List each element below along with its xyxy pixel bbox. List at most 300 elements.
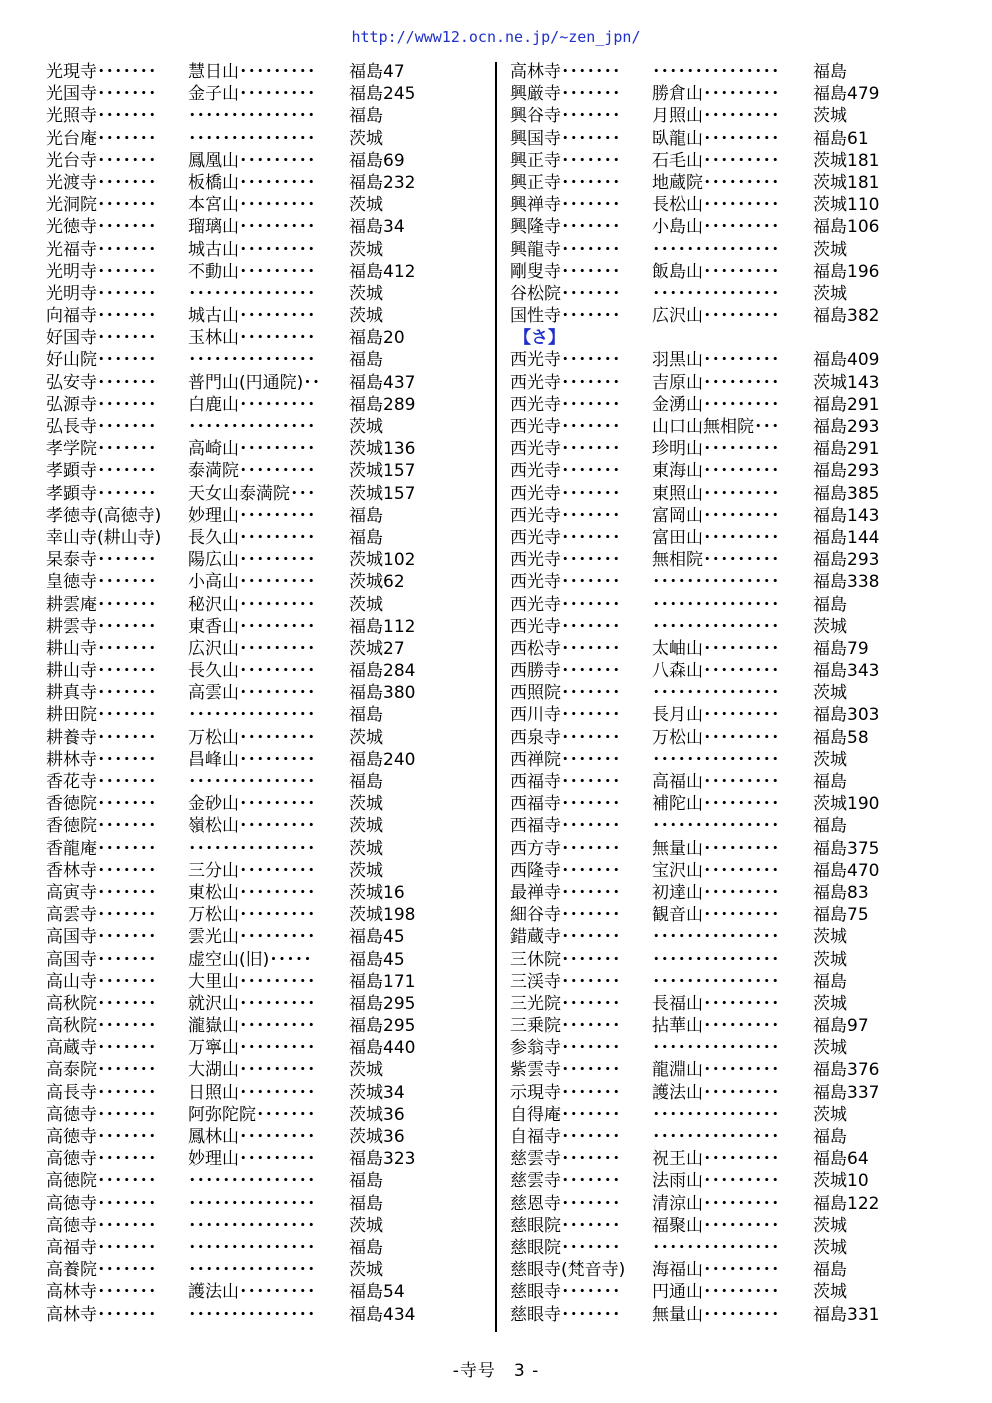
table-row [46, 394, 486, 416]
table-row [510, 483, 970, 505]
temple-name: 高長寺･･･････ [46, 1082, 157, 1103]
location-code: 茨城 [349, 195, 383, 216]
table-row [46, 194, 486, 216]
temple-name: 高秋院･･･････ [46, 993, 157, 1014]
location-code: 茨城 [813, 1282, 847, 1303]
table-row [46, 1193, 486, 1215]
table-row [510, 283, 970, 305]
table-row [46, 438, 486, 460]
mountain-name: 月照山･････････ [652, 106, 780, 127]
mountain-name: 大里山･････････ [188, 971, 316, 992]
temple-name: 西福寺･･･････ [510, 816, 621, 837]
table-row [510, 771, 970, 793]
table-row [510, 527, 970, 549]
mountain-name: 金子山･････････ [188, 84, 316, 105]
mountain-name: 天女山泰満院･･･ [188, 483, 316, 504]
mountain-name: 高雲山･････････ [188, 683, 316, 704]
temple-name: 示現寺･･･････ [510, 1082, 621, 1103]
temple-name: 高国寺･･･････ [46, 927, 157, 948]
location-code: 福島331 [813, 1304, 880, 1325]
location-code: 福島47 [349, 62, 405, 82]
location-code: 茨城36 [349, 1127, 405, 1147]
mountain-name: 白鹿山･････････ [188, 394, 316, 415]
temple-name: 耕林寺･･･････ [46, 749, 157, 770]
mountain-name: 円通山･････････ [652, 1282, 780, 1303]
location-code: 茨城10 [813, 1171, 869, 1192]
table-row [46, 349, 486, 371]
table-row [46, 1304, 486, 1326]
table-row [510, 971, 970, 993]
temple-name: 高林寺･･･････ [46, 1282, 157, 1303]
location-code: 茨城 [813, 683, 847, 704]
location-code: 福島 [349, 1193, 383, 1214]
temple-name: 孝顕寺･･･････ [46, 483, 157, 504]
mountain-name: 海福山･････････ [652, 1260, 780, 1281]
table-row [510, 1215, 970, 1237]
mountain-name: 山口山無相院･･･ [652, 417, 780, 437]
temple-name: 耕雲庵･･･････ [46, 594, 157, 615]
location-code: 茨城 [813, 239, 847, 260]
table-row [510, 61, 970, 83]
temple-name: 慈眼院･･･････ [510, 1215, 621, 1236]
table-row [46, 105, 486, 127]
temple-name: 香徳院･･･････ [46, 816, 157, 837]
temple-name: 弘安寺･･･････ [46, 372, 157, 393]
temple-name: 光福寺･･･････ [46, 239, 157, 260]
temple-name: 西光寺･･･････ [510, 550, 621, 571]
location-code: 福島 [349, 705, 383, 726]
table-row [46, 1237, 486, 1259]
location-code: 茨城 [349, 239, 383, 260]
mountain-name: ･･･････････････ [652, 283, 780, 304]
temple-name: 香徳院･･･････ [46, 794, 157, 815]
temple-name: 西光寺･･･････ [510, 616, 621, 637]
table-row [46, 904, 486, 926]
location-code: 福島409 [813, 350, 880, 371]
table-row [46, 838, 486, 860]
location-code: 茨城 [349, 860, 383, 881]
mountain-name: ･･･････････････ [652, 594, 780, 615]
location-code: 茨城 [349, 306, 383, 327]
location-code: 福島380 [349, 683, 416, 704]
table-row [510, 1148, 970, 1170]
section-heading: 【さ】 [514, 328, 565, 349]
mountain-name: 祝王山･････････ [652, 1149, 780, 1170]
table-row [46, 283, 486, 305]
location-code: 茨城 [813, 283, 847, 304]
location-code: 福島343 [813, 661, 880, 682]
temple-name: 高徳寺･･･････ [46, 1104, 157, 1125]
location-code: 福島 [349, 772, 383, 792]
location-code: 福島385 [813, 483, 880, 504]
location-code: 福島45 [349, 927, 405, 948]
mountain-name: 東照山･････････ [652, 483, 780, 504]
table-row [510, 394, 970, 416]
location-code: 福島479 [813, 84, 880, 105]
mountain-name: 高崎山･････････ [188, 439, 316, 460]
table-row [510, 682, 970, 704]
mountain-name: 初達山･････････ [652, 882, 780, 903]
temple-name: 香龍庵･･･････ [46, 838, 157, 859]
location-code: 福島412 [349, 261, 416, 282]
mountain-name: 瀧嶽山･････････ [188, 1016, 316, 1037]
location-code: 福島196 [813, 261, 880, 282]
location-code: 茨城143 [813, 372, 880, 393]
table-row [46, 727, 486, 749]
table-row [510, 571, 970, 593]
table-row [510, 1037, 970, 1059]
mountain-name: 吉原山･････････ [652, 372, 780, 393]
column-divider [495, 62, 497, 1332]
table-row [510, 638, 970, 660]
temple-name: 孝徳寺(高徳寺) [46, 505, 162, 526]
location-code: 茨城 [349, 1215, 383, 1236]
mountain-name: 富田山･････････ [652, 527, 780, 548]
table-row [46, 172, 486, 194]
temple-name: 国性寺･･･････ [510, 306, 621, 327]
location-code: 茨城181 [813, 172, 880, 193]
mountain-name: 普門山(円通院)･･ [188, 372, 321, 393]
table-row [510, 1304, 970, 1326]
mountain-name: 万寧山･････････ [188, 1038, 316, 1059]
location-code: 茨城 [349, 816, 383, 837]
mountain-name: 富岡山･････････ [652, 505, 780, 526]
table-row [46, 505, 486, 527]
location-code: 茨城157 [349, 461, 416, 482]
table-row [46, 372, 486, 394]
location-code: 茨城 [349, 417, 383, 437]
table-row [510, 882, 970, 904]
mountain-name: 勝倉山･････････ [652, 84, 780, 105]
location-code: 福島337 [813, 1082, 880, 1103]
mountain-name: 龍淵山･････････ [652, 1060, 780, 1081]
location-code: 福島437 [349, 372, 416, 393]
location-code: 福島375 [813, 838, 880, 859]
location-code: 福島64 [813, 1149, 869, 1170]
mountain-name: 鳳林山･････････ [188, 1127, 316, 1147]
mountain-name: 八森山･････････ [652, 661, 780, 682]
mountain-name: 長月山･････････ [652, 705, 780, 726]
temple-name: 高徳寺･･･････ [46, 1215, 157, 1236]
table-row [46, 638, 486, 660]
mountain-name: ･･･････････････ [652, 239, 780, 260]
temple-name: 自得庵･･･････ [510, 1104, 621, 1125]
temple-name: 高福寺･･･････ [46, 1237, 157, 1258]
table-row [46, 1259, 486, 1281]
location-code: 福島58 [813, 727, 869, 748]
temple-name: 三乗院･･･････ [510, 1016, 621, 1037]
mountain-name: 東海山･････････ [652, 461, 780, 482]
mountain-name: 長久山･････････ [188, 661, 316, 682]
location-code: 福島 [813, 1127, 847, 1147]
mountain-name: 拈華山･････････ [652, 1016, 780, 1037]
mountain-name: ･･･････････････ [652, 683, 780, 704]
table-row [46, 527, 486, 549]
table-row [510, 1237, 970, 1259]
temple-name: 高徳寺･･･････ [46, 1193, 157, 1214]
table-row [46, 815, 486, 837]
mountain-name: 護法山･････････ [188, 1282, 316, 1303]
table-row [46, 327, 486, 349]
table-row [510, 150, 970, 172]
mountain-name: 観音山･････････ [652, 905, 780, 926]
temple-name: 好国寺･･･････ [46, 328, 157, 349]
table-row [510, 1259, 970, 1281]
location-code: 福島 [349, 350, 383, 371]
mountain-name: 地蔵院･････････ [652, 172, 780, 193]
temple-name: 慈眼寺(梵音寺) [510, 1260, 626, 1281]
table-row [510, 749, 970, 771]
mountain-name: ･･･････････････ [188, 1237, 316, 1258]
mountain-name: 城古山･････････ [188, 306, 316, 327]
temple-name: 西照院･･･････ [510, 683, 621, 704]
table-row [510, 660, 970, 682]
temple-name: 西方寺･･･････ [510, 838, 621, 859]
location-code: 福島289 [349, 394, 416, 415]
mountain-name: 三分山･････････ [188, 860, 316, 881]
mountain-name: 金砂山･････････ [188, 794, 316, 815]
table-row [46, 460, 486, 482]
location-code: 福島382 [813, 306, 880, 327]
temple-name: 西勝寺･･･････ [510, 661, 621, 682]
mountain-name: 秘沢山･････････ [188, 594, 316, 615]
location-code: 福島293 [813, 461, 880, 482]
location-code: 福島45 [349, 949, 405, 970]
mountain-name: ･･･････････････ [652, 1127, 780, 1147]
temple-name: 興国寺･･･････ [510, 128, 621, 149]
location-code: 福島291 [813, 394, 880, 415]
table-row [510, 1082, 970, 1104]
location-code: 福島284 [349, 661, 416, 682]
source-url[interactable]: http://www12.ocn.ne.jp/~zen_jpn/ [351, 28, 641, 46]
table-row [510, 815, 970, 837]
table-row [46, 83, 486, 105]
temple-name: 慈眼寺･･･････ [510, 1304, 621, 1325]
temple-name: 光現寺･･･････ [46, 62, 157, 82]
mountain-name: 福聚山･････････ [652, 1215, 780, 1236]
left-column [46, 61, 486, 1326]
location-code: 茨城 [349, 1260, 383, 1281]
temple-name: 興龍寺･･･････ [510, 239, 621, 260]
mountain-name: 瑠璃山･････････ [188, 217, 316, 238]
location-code: 茨城 [813, 749, 847, 770]
temple-name: 高林寺･･･････ [46, 1304, 157, 1325]
location-code: 福島 [349, 1171, 383, 1192]
table-row [46, 882, 486, 904]
mountain-name: ･･･････････････ [652, 572, 780, 593]
temple-name: 好山院･･･････ [46, 350, 157, 371]
location-code: 茨城136 [349, 439, 416, 460]
mountain-name: 補陀山･････････ [652, 794, 780, 815]
temple-name: 西光寺･･･････ [510, 350, 621, 371]
table-row [510, 239, 970, 261]
location-code: 茨城110 [813, 195, 880, 216]
mountain-name: 就沢山･････････ [188, 993, 316, 1014]
location-code: 福島295 [349, 993, 416, 1014]
table-row [46, 239, 486, 261]
table-row [46, 483, 486, 505]
location-code: 茨城 [349, 1060, 383, 1081]
table-row [46, 216, 486, 238]
temple-name: 西光寺･･･････ [510, 572, 621, 593]
location-code: 福島 [349, 505, 383, 526]
temple-name: 西禅院･･･････ [510, 749, 621, 770]
mountain-name: ･･･････････････ [652, 62, 780, 82]
table-row [46, 416, 486, 438]
temple-name: 耕山寺･･･････ [46, 661, 157, 682]
temple-name: 興厳寺･･･････ [510, 84, 621, 105]
mountain-name: 本宮山･････････ [188, 195, 316, 216]
table-row [510, 1281, 970, 1303]
temple-name: 高徳寺･･･････ [46, 1127, 157, 1147]
table-row [46, 549, 486, 571]
location-code: 福島303 [813, 705, 880, 726]
mountain-name: ･･･････････････ [652, 1038, 780, 1059]
table-row [510, 460, 970, 482]
table-row [510, 1059, 970, 1081]
mountain-name: ･･･････････････ [188, 705, 316, 726]
temple-name: 紫雲寺･･･････ [510, 1060, 621, 1081]
temple-name: 杲泰寺･･･････ [46, 550, 157, 571]
location-code: 福島20 [349, 328, 405, 349]
mountain-name: ･･･････････････ [652, 927, 780, 948]
table-row [46, 704, 486, 726]
temple-name: 皇徳寺･･･････ [46, 572, 157, 593]
temple-name: 西光寺･･･････ [510, 439, 621, 460]
location-code: 福島232 [349, 172, 416, 193]
temple-name: 西川寺･･･････ [510, 705, 621, 726]
table-row [46, 1104, 486, 1126]
location-code: 福島323 [349, 1149, 416, 1170]
temple-name: 錯蔵寺･･･････ [510, 927, 621, 948]
location-code: 茨城 [349, 283, 383, 304]
mountain-name: 万松山･････････ [188, 905, 316, 926]
table-row [510, 616, 970, 638]
mountain-name: 日照山･････････ [188, 1082, 316, 1103]
table-row [510, 1104, 970, 1126]
temple-name: 香花寺･･･････ [46, 772, 157, 792]
mountain-name: 護法山･････････ [652, 1082, 780, 1103]
location-code: 福島 [813, 971, 847, 992]
temple-name: 光台庵･･･････ [46, 128, 157, 149]
location-code: 茨城36 [349, 1104, 405, 1125]
table-row [46, 949, 486, 971]
location-code: 茨城157 [349, 483, 416, 504]
table-row [46, 1015, 486, 1037]
table-row [510, 838, 970, 860]
table-row [46, 150, 486, 172]
mountain-name: 長福山･････････ [652, 993, 780, 1014]
table-row [46, 1082, 486, 1104]
temple-name: 孝顕寺･･･････ [46, 461, 157, 482]
temple-name: 高寅寺･･･････ [46, 882, 157, 903]
location-code: 茨城 [813, 1237, 847, 1258]
temple-name: 西泉寺･･･････ [510, 727, 621, 748]
table-row [510, 1015, 970, 1037]
mountain-name: 鳳凰山･････････ [188, 150, 316, 171]
temple-name: 耕山寺･･･････ [46, 638, 157, 659]
temple-name: 高蔵寺･･･････ [46, 1038, 157, 1059]
temple-name: 高徳寺･･･････ [46, 1149, 157, 1170]
mountain-name: 高福山･････････ [652, 772, 780, 792]
location-code: 福島75 [813, 905, 869, 926]
mountain-name: 長松山･････････ [652, 195, 780, 216]
temple-name: 慈雲寺･･･････ [510, 1171, 621, 1192]
table-row [46, 571, 486, 593]
table-row [510, 305, 970, 327]
table-row [510, 438, 970, 460]
table-row [46, 793, 486, 815]
location-code: 福島79 [813, 638, 869, 659]
temple-name: 光渡寺･･･････ [46, 172, 157, 193]
mountain-name: 無量山･････････ [652, 838, 780, 859]
temple-name: 慈雲寺･･･････ [510, 1149, 621, 1170]
location-code: 福島240 [349, 749, 416, 770]
location-code: 福島291 [813, 439, 880, 460]
temple-name: 光台寺･･･････ [46, 150, 157, 171]
mountain-name: ･･･････････････ [188, 772, 316, 792]
table-row [46, 305, 486, 327]
mountain-name: ･･･････････････ [652, 749, 780, 770]
location-code: 福島376 [813, 1060, 880, 1081]
table-row [46, 1148, 486, 1170]
mountain-name: 泰満院･････････ [188, 461, 316, 482]
table-row [510, 194, 970, 216]
temple-name: 高泰院･･･････ [46, 1060, 157, 1081]
mountain-name: ･･･････････････ [188, 838, 316, 859]
temple-name: 高林寺･･･････ [510, 62, 621, 82]
location-code: 福島293 [813, 417, 880, 437]
location-code: 茨城 [813, 927, 847, 948]
location-code: 茨城 [813, 993, 847, 1014]
temple-name: 慈恩寺･･･････ [510, 1193, 621, 1214]
location-code: 茨城 [813, 1038, 847, 1059]
temple-name: 光明寺･･･････ [46, 283, 157, 304]
location-code: 福島61 [813, 128, 869, 149]
temple-name: 西隆寺･･･････ [510, 860, 621, 881]
temple-name: 細谷寺･･･････ [510, 905, 621, 926]
location-code: 福島143 [813, 505, 880, 526]
temple-name: 高養院･･･････ [46, 1260, 157, 1281]
temple-name: 香林寺･･･････ [46, 860, 157, 881]
right-column [510, 61, 970, 1326]
location-code: 福島 [813, 62, 847, 82]
temple-name: 自福寺･･･････ [510, 1127, 621, 1147]
temple-name: 光照寺･･･････ [46, 106, 157, 127]
table-row [510, 594, 970, 616]
location-code: 茨城102 [349, 550, 416, 571]
mountain-name: ･･･････････････ [652, 1237, 780, 1258]
temple-name: 西福寺･･･････ [510, 772, 621, 792]
location-code: 福島106 [813, 217, 880, 238]
mountain-name: 陽広山･････････ [188, 550, 316, 571]
mountain-name: 玉林山･････････ [188, 328, 316, 349]
temple-name: 興正寺･･･････ [510, 150, 621, 171]
table-row [510, 949, 970, 971]
table-row [46, 616, 486, 638]
table-row [510, 1170, 970, 1192]
table-row [46, 660, 486, 682]
table-row [510, 549, 970, 571]
mountain-name: 城古山･････････ [188, 239, 316, 260]
location-code: 福島144 [813, 527, 880, 548]
location-code: 茨城 [349, 594, 383, 615]
table-row [46, 993, 486, 1015]
mountain-name: ･･･････････････ [652, 1104, 780, 1125]
temple-name: 西光寺･･･････ [510, 372, 621, 393]
location-code: 茨城27 [349, 638, 405, 659]
mountain-name: ･･･････････････ [188, 1260, 316, 1281]
